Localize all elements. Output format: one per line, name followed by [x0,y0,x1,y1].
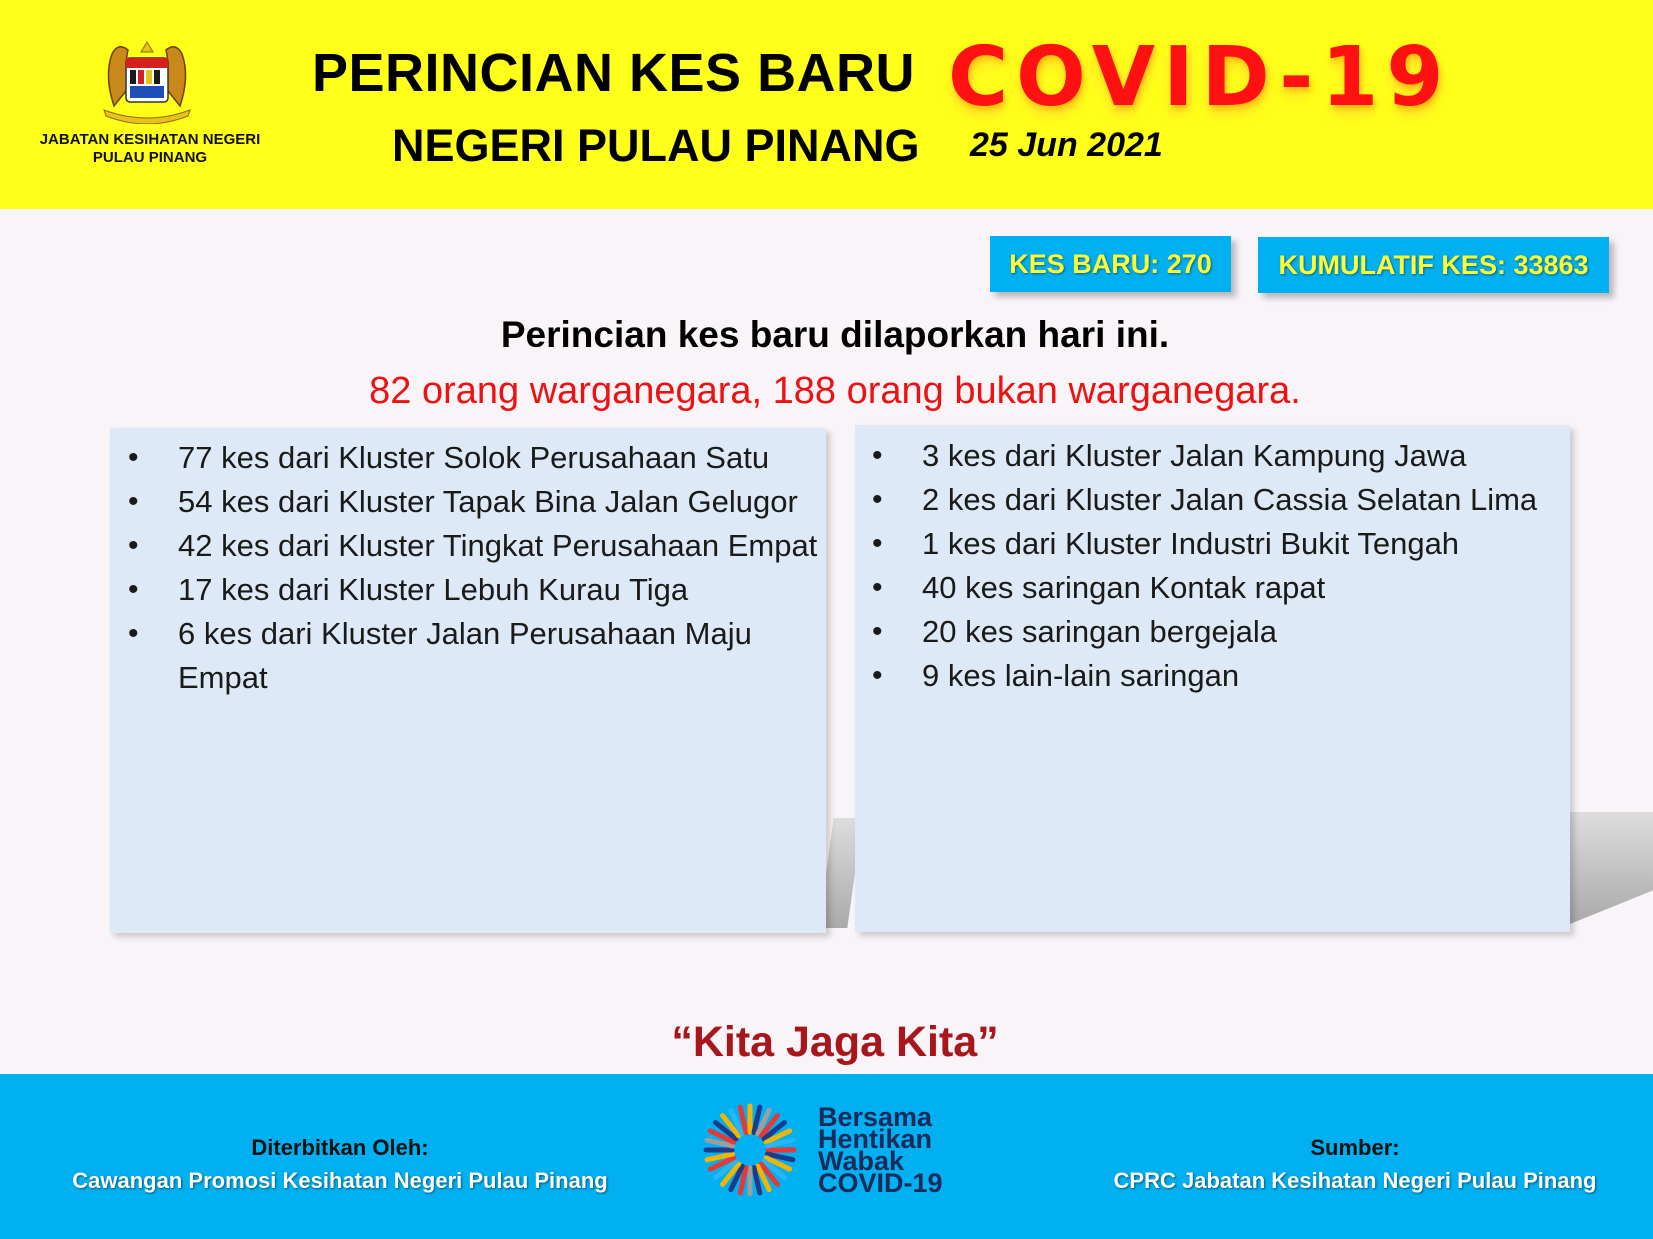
campaign-line: Wabak [818,1146,905,1176]
cumulative-cases-badge: KUMULATIF KES: 33863 [1258,237,1609,293]
list-item: • 3 kes dari Kluster Jalan Kampung Jawa [872,434,1562,478]
source-name: CPRC Jabatan Kesihatan Negeri Pulau Pinang [1113,1168,1597,1193]
list-item: • 6 kes dari Kluster Jalan Perusahaan Maju Empat [128,612,818,700]
source-label: Sumber: [1310,1135,1400,1160]
report-date: 25 Jun 2021 [970,126,1163,164]
slogan: “Kita Jaga Kita” [671,1018,999,1066]
source-block [1090,1131,1620,1197]
right-cluster-list [872,434,1562,698]
list-item: • 40 kes saringan Kontak rapat [872,566,1562,610]
campaign-line: COVID-19 [818,1168,943,1198]
list-item: • 9 kes lain-lain saringan [872,654,1562,698]
list-item: • 77 kes dari Kluster Solok Perusahaan Satu [128,436,818,480]
list-item: • 2 kes dari Kluster Jalan Cassia Selatan Lima [872,478,1562,522]
publisher-block [40,1131,640,1197]
list-item: • 1 kes dari Kluster Industri Bukit Tengah [872,522,1562,566]
sunburst-campaign-icon [700,1100,800,1200]
page-title: PERINCIAN KES BARU [312,43,916,103]
department-name: JABATAN KESIHATAN NEGERI PULAU PINANG [39,131,261,166]
left-cluster-list [128,436,818,700]
list-item: • 17 kes dari Kluster Lebuh Kurau Tiga [128,568,818,612]
list-item: • 42 kes dari Kluster Tingkat Perusahaan Empat [128,524,818,568]
publisher-name: Cawangan Promosi Kesihatan Negeri Pulau Pinang [72,1168,608,1193]
campaign-line: Bersama [818,1102,933,1132]
campaign-slogan [818,1102,943,1198]
panel-shadow-right [1570,812,1653,924]
malaysia-coat-of-arms-icon [84,36,210,124]
summary-heading: Perincian kes baru dilaporkan hari ini. [500,314,1170,355]
list-item: • 54 kes dari Kluster Tapak Bina Jalan Gelugor [128,480,818,524]
list-item: • 20 kes saringan bergejala [872,610,1562,654]
publisher-label: Diterbitkan Oleh: [251,1135,429,1160]
covid-title: COVID-19 [948,30,1452,125]
new-cases-badge: KES BARU: 270 [990,236,1231,292]
campaign-line: Hentikan [818,1124,933,1154]
citizenship-breakdown: 82 orang warganegara, 188 orang bukan warganegara. [369,370,1301,412]
state-title: NEGERI PULAU PINANG [392,120,920,171]
